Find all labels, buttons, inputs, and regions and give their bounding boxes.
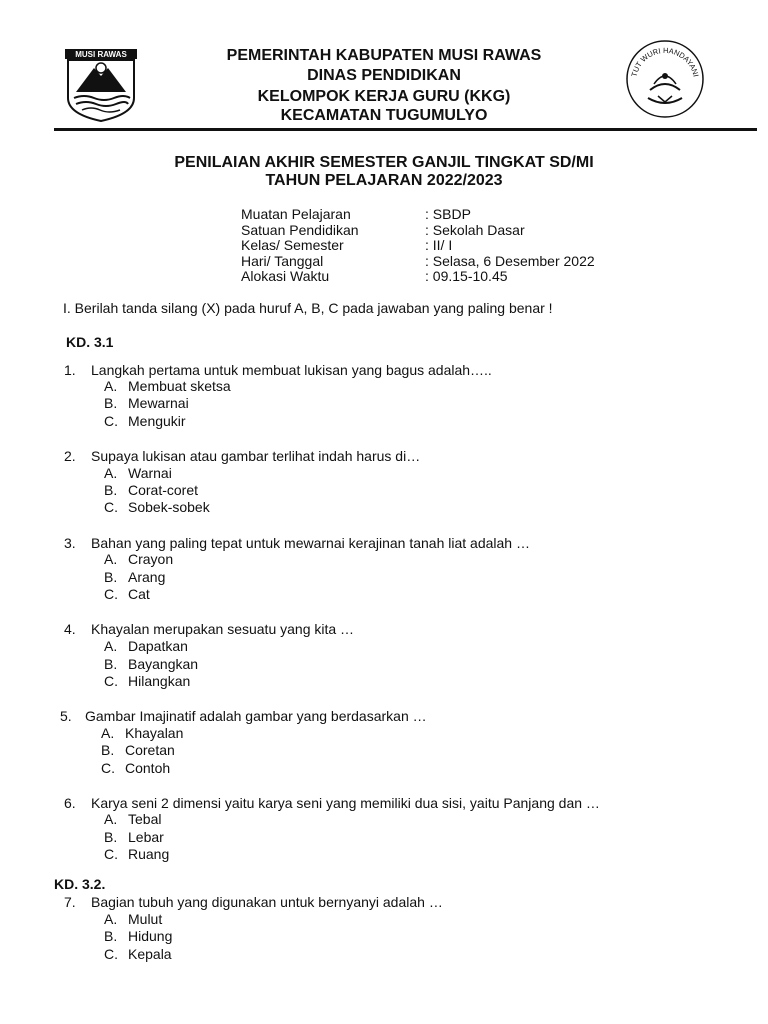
instruction-text: I. Berilah tanda silang (X) pada huruf A, B, C pada jawaban yang paling benar ! — [63, 300, 553, 316]
option-letter: C. — [104, 499, 118, 515]
option-text: Mewarnai — [128, 395, 189, 411]
option-letter: B. — [104, 928, 118, 944]
info-value: : Sekolah Dasar — [425, 222, 525, 238]
option-text: Khayalan — [125, 725, 184, 741]
option-letter: A. — [104, 911, 118, 927]
option-letter: C. — [101, 760, 115, 776]
option-letter: C. — [104, 413, 118, 429]
option-letter: B. — [104, 829, 118, 845]
option-letter: B. — [101, 742, 115, 758]
question-number: 7. — [64, 894, 76, 910]
option-text: Lebar — [128, 829, 164, 845]
option-text: Corat-coret — [128, 482, 199, 498]
option-text: Cat — [128, 586, 150, 602]
option-letter: B. — [104, 656, 118, 672]
info-label: Alokasi Waktu — [241, 268, 330, 284]
option-text: Kepala — [128, 946, 172, 962]
header-divider — [54, 128, 757, 131]
option-text: Hidung — [128, 928, 173, 944]
option-letter: A. — [101, 725, 115, 741]
option-letter: C. — [104, 846, 118, 862]
section-label: KD. 3.2. — [54, 876, 106, 892]
option-text: Hilangkan — [128, 673, 191, 689]
question-text: Langkah pertama untuk membuat lukisan yang bagus adalah….. — [91, 362, 492, 378]
motto-text: TUT WURI HANDAYANI — [629, 45, 701, 78]
option-text: Dapatkan — [128, 638, 188, 654]
info-value: : SBDP — [425, 206, 471, 222]
question-text: Bagian tubuh yang digunakan untuk bernyanyi adalah … — [91, 894, 443, 910]
option-letter: C. — [104, 586, 118, 602]
question-number: 2. — [64, 448, 76, 464]
option-letter: A. — [104, 465, 118, 481]
option-text: Coretan — [125, 742, 175, 758]
section-label: KD. 3.1 — [66, 334, 114, 350]
option-text: Mulut — [128, 911, 163, 927]
question-text: Supaya lukisan atau gambar terlihat indah harus di… — [91, 448, 421, 464]
header-line-kkg: KELOMPOK KERJA GURU (KKG) — [257, 88, 511, 105]
option-text: Crayon — [128, 551, 174, 567]
question-text: Khayalan merupakan sesuatu yang kita … — [91, 621, 355, 637]
info-label: Hari/ Tanggal — [241, 253, 324, 269]
option-text: Contoh — [125, 760, 171, 776]
option-text: Bayangkan — [128, 656, 199, 672]
header-line-department: DINAS PENDIDIKAN — [307, 67, 461, 84]
exam-title: PENILAIAN AKHIR SEMESTER GANJIL TINGKAT SD/MI — [174, 154, 594, 171]
option-text: Ruang — [128, 846, 170, 862]
info-label: Kelas/ Semester — [241, 237, 344, 253]
option-letter: A. — [104, 811, 118, 827]
info-label: Muatan Pelajaran — [241, 206, 351, 222]
option-letter: B. — [104, 482, 118, 498]
question-text: Karya seni 2 dimensi yaitu karya seni yang memiliki dua sisi, yaitu Panjang dan … — [91, 795, 600, 811]
option-text: Arang — [128, 569, 166, 585]
option-text: Membuat sketsa — [128, 378, 231, 394]
option-letter: B. — [104, 395, 118, 411]
option-text: Sobek-sobek — [128, 499, 210, 515]
option-letter: B. — [104, 569, 118, 585]
info-value: : Selasa, 6 Desember 2022 — [425, 253, 595, 269]
question-number: 3. — [64, 535, 76, 551]
question-number: 6. — [64, 795, 76, 811]
info-value: : II/ I — [425, 237, 453, 253]
header-line-government: PEMERINTAH KABUPATEN MUSI RAWAS — [226, 47, 542, 64]
emblem-label: MUSI RAWAS — [75, 50, 127, 59]
question-number: 5. — [60, 708, 72, 724]
option-letter: A. — [104, 378, 118, 394]
question-number: 1. — [64, 362, 76, 378]
option-letter: A. — [104, 638, 118, 654]
info-value: : 09.15-10.45 — [425, 268, 508, 284]
question-text: Bahan yang paling tepat untuk mewarnai kerajinan tanah liat adalah … — [91, 535, 530, 551]
header-line-district: KECAMATAN TUGUMULYO — [280, 107, 488, 124]
option-text: Tebal — [128, 811, 162, 827]
option-text: Warnai — [128, 465, 172, 481]
question-number: 4. — [64, 621, 76, 637]
option-letter: C. — [104, 946, 118, 962]
question-text: Gambar Imajinatif adalah gambar yang berdasarkan … — [85, 708, 427, 724]
info-label: Satuan Pendidikan — [241, 222, 359, 238]
option-text: Mengukir — [128, 413, 186, 429]
option-letter: C. — [104, 673, 118, 689]
option-letter: A. — [104, 551, 118, 567]
exam-year: TAHUN PELAJARAN 2022/2023 — [265, 172, 503, 189]
